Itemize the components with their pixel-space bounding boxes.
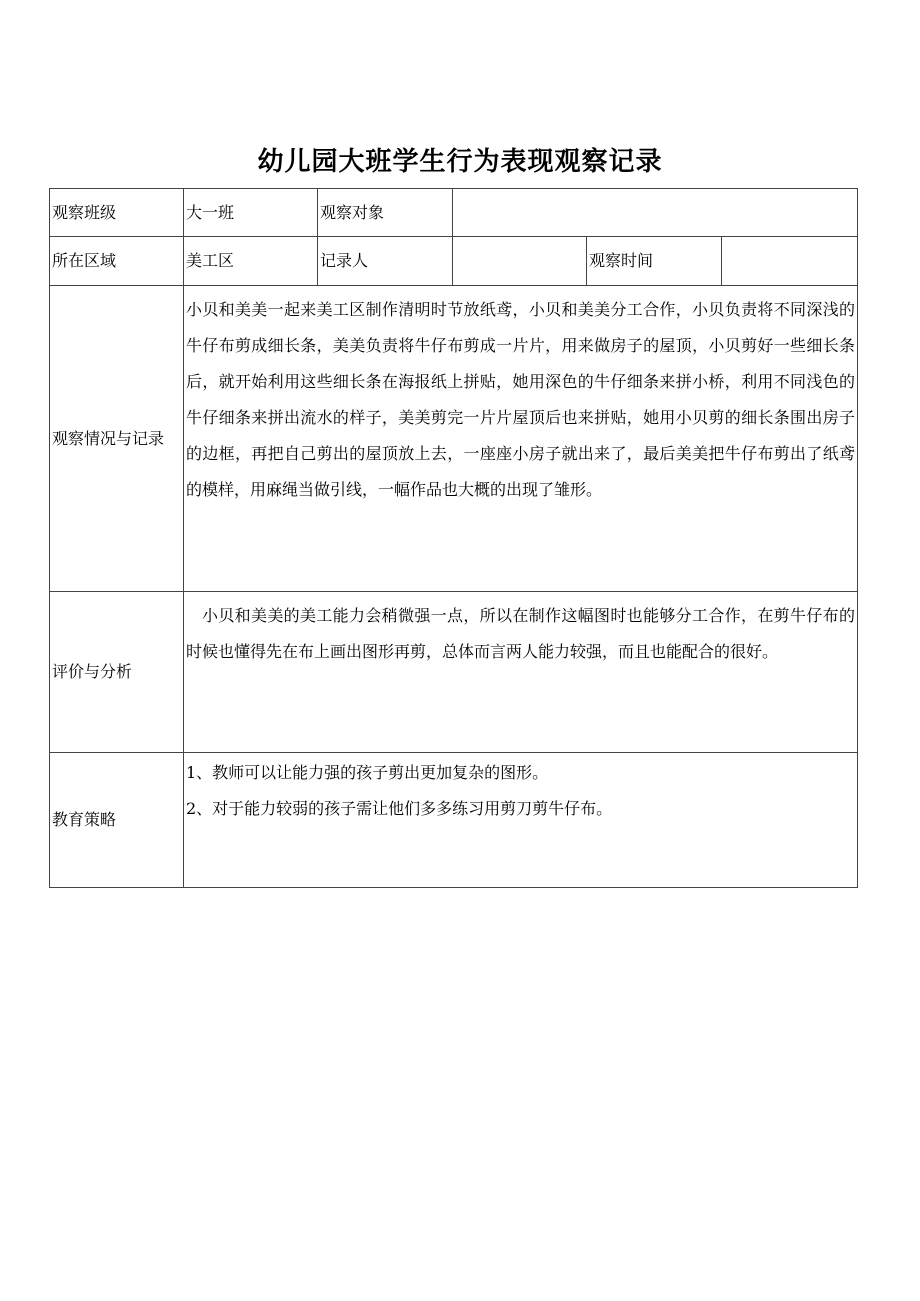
page-title: 幼儿园大班学生行为表现观察记录 (257, 147, 663, 177)
strategy-item: 2、对于能力较弱的孩子需让他们多多练习用剪刀剪牛仔布。 (186, 799, 613, 818)
row-strategy (50, 753, 858, 888)
time-label: 观察时间 (587, 237, 722, 286)
row-area-recorder-time (50, 237, 858, 286)
recorder-value (453, 237, 587, 286)
recorder-label: 记录人 (318, 237, 453, 286)
row-evaluation (50, 592, 858, 753)
subject-value (453, 189, 858, 237)
evaluation-label: 评价与分析 (50, 592, 184, 753)
observation-label: 观察情况与记录 (50, 286, 184, 592)
row-class-subject (50, 189, 858, 237)
evaluation-text: 小贝和美美的美工能力会稍微强一点，所以在制作这幅图时也能够分工合作，在剪牛仔布的时候也懂得先在布上画出图形再剪，总体而言两人能力较强，而且也能配合的很好。 (186, 606, 856, 661)
class-value: 大一班 (184, 189, 318, 237)
strategy-label: 教育策略 (50, 753, 184, 888)
row-observation (50, 286, 858, 592)
observation-text: 小贝和美美一起来美工区制作清明时节放纸鸢，小贝和美美分工合作，小贝负责将不同深浅的牛仔布剪成细长条，美美负责将牛仔布剪成一片片，用来做房子的屋顶，小贝剪好一些细长条后，就开始利用这些细长条在海报纸上拼贴，她用深色的牛仔细条来拼小桥，利用不同浅色的牛仔细条来拼出流水的样子，美美剪完一片片屋顶后也来拼贴，她用小贝剪的细长条围出房子的边框，再把自己剪出的屋顶放上去，一座座小房子就出来了，最后美美把牛仔布剪出了纸鸢的模样，用麻绳当做引线，一幅作品也大概的出现了雏形。 (186, 300, 856, 499)
strategy-item: 1、教师可以让能力强的孩子剪出更加复杂的图形。 (186, 763, 549, 782)
observation-text-cell (184, 286, 858, 592)
strategy-list (184, 753, 858, 888)
observation-record-table (49, 188, 858, 888)
area-value: 美工区 (184, 237, 318, 286)
evaluation-text-cell (184, 592, 858, 753)
area-label: 所在区域 (50, 237, 184, 286)
subject-label: 观察对象 (318, 189, 453, 237)
time-value (722, 237, 858, 286)
class-label: 观察班级 (50, 189, 184, 237)
